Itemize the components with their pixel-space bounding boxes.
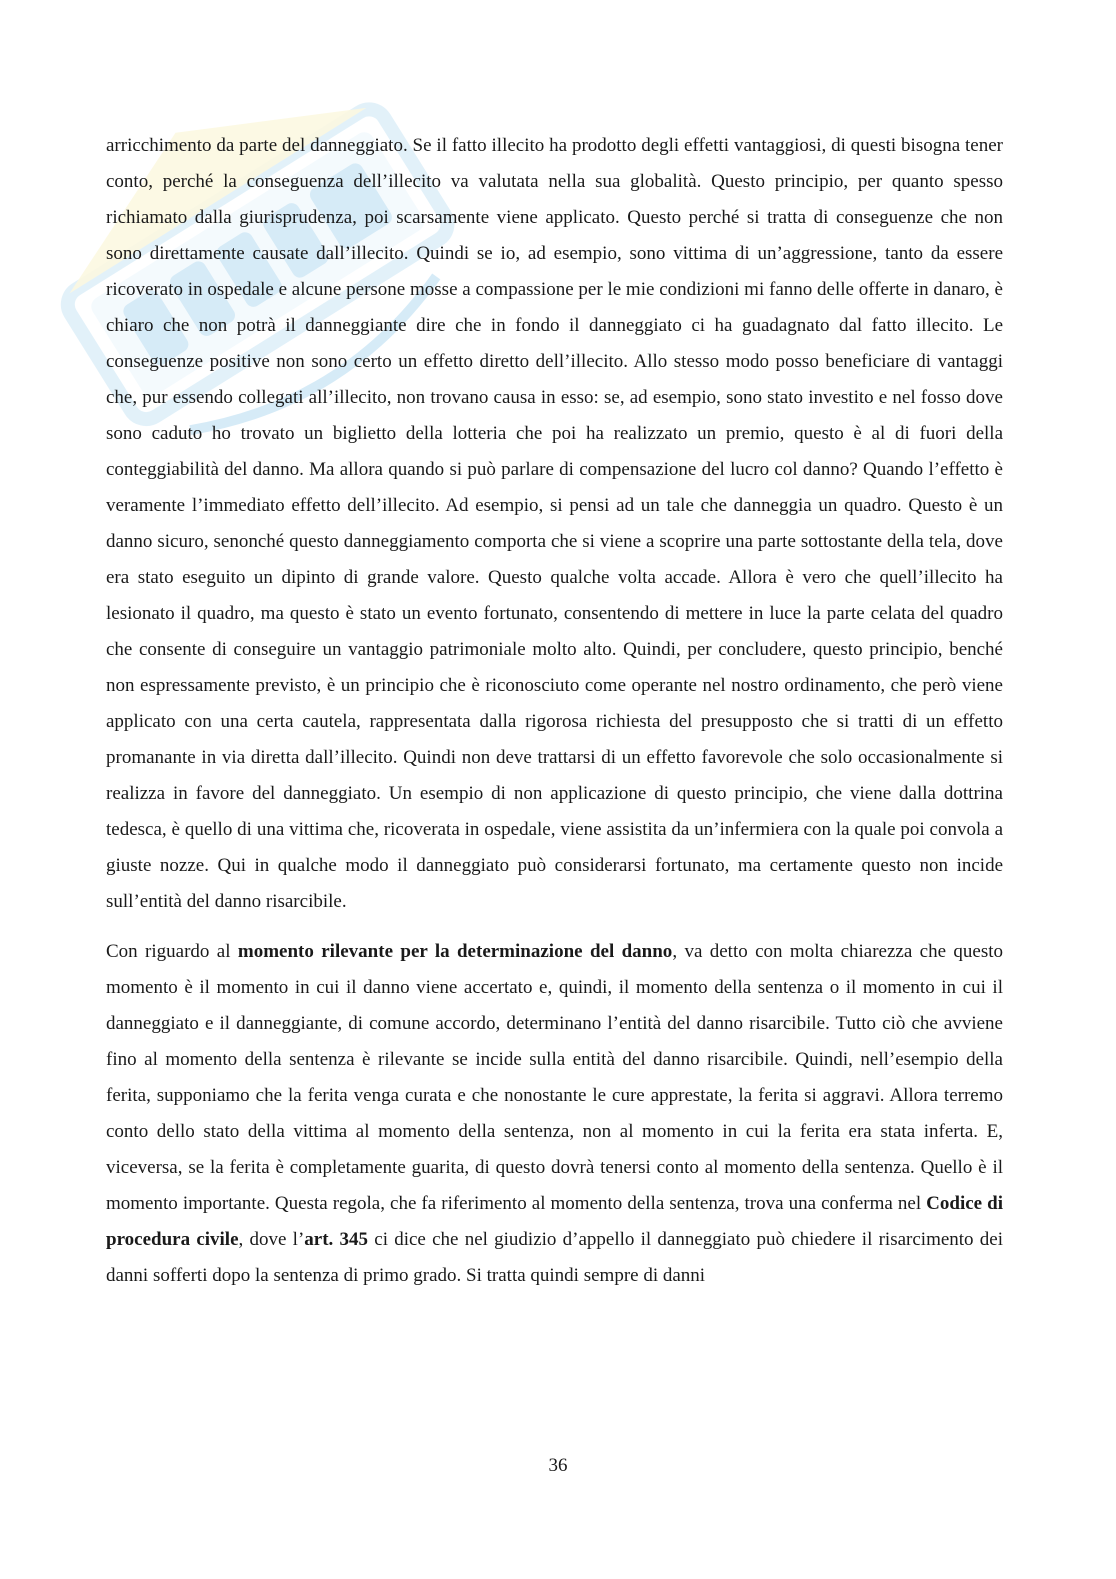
text-run: , dove l’ bbox=[238, 1229, 305, 1250]
text-run: arricchimento da parte del danneggiato. Se il fatto illecito ha prodotto degli effetti vantaggiosi, di questi bisogna tener conto, perché la conseguenza dell’illecito va valutata nella sua globalità. Questo principio, per quanto spesso richiamato dalla giurisprudenza, poi scarsamente viene applicato. Questo perché si tratta di conseguenze che non sono direttamente causate dall’illecito. Quindi se io, ad esempio, sono vittima di un’aggressione, tanto da essere ricoverato in ospedale e alcune persone mosse a compassione per le mie condizioni mi fanno delle offerte in danaro, è chiaro che non potrà il danneggiante dire che in fondo il danneggiato ci ha guadagnato dal fatto illecito. Le conseguenze positive non sono certo un effetto diretto dell’illecito. Allo stesso modo posso beneficiare di vantaggi che, pur essendo collegati all’illecito, non trovano causa in esso: se, ad esempio, sono stato investito e nel fosso dove sono caduto ho trovato un biglietto della lotteria che poi ha realizzato un premio, questo è al di fuori della conteggiabilità del danno. Ma allora quando si può parlare di compensazione del lucro col danno? Quando l’effetto è veramente l’immediato effetto dell’illecito. Ad esempio, si pensi ad un tale che danneggia un quadro. Questo è un danno sicuro, senonché questo danneggiamento comporta che si viene a scoprire una parte sottostante della tela, dove era stato eseguito un dipinto di grande valore. Questo qualche volta accade. Allora è vero che quell’illecito ha lesionato il quadro, ma questo è stato un evento fortunato, consentendo di mettere in luce la parte celata del quadro che consente di conseguire un vantaggio patrimoniale molto alto. Quindi, per concludere, questo principio, benché non espressamente previsto, è un principio che è riconosciuto come operante nel nostro ordinamento, che però viene applicato con una certa cautela, rappresentata dalla rigorosa richiesta del presupposto che si tratti di un effetto promanante in via diretta dall’illecito. Quindi non deve trattarsi di un effetto favorevole che solo occasionalmente si realizza in favore del danneggiato. Un esempio di non applicazione di questo principio, che viene dalla dottrina tedesca, è quello di una vittima che, ricoverata in ospedale, viene assistita da un’infermiera con la quale poi convola a giuste nozze. Qui in qualche modo il danneggiato può considerarsi fortunato, ma certamente questo non incide sull’entità del danno risarcibile. bbox=[106, 135, 1003, 912]
bold-term: Codice di procedura civile bbox=[106, 1193, 1003, 1250]
text-run: Con riguardo al bbox=[106, 941, 238, 962]
text-run: ci dice che nel giudizio d’appello il danneggiato può chiedere il risarcimento dei danni sofferti dopo la sentenza di primo grado. Si tratta quindi sempre di danni bbox=[106, 1229, 1003, 1286]
document-body bbox=[106, 128, 1003, 1294]
paragraph-2 bbox=[106, 934, 1003, 1294]
page-number: 36 bbox=[548, 1455, 568, 1476]
bold-term: art. 345 bbox=[304, 1229, 369, 1250]
paragraph-1 bbox=[106, 128, 1003, 920]
text-run: , va detto con molta chiarezza che questo momento è il momento in cui il danno viene accertato e, quindi, il momento della sentenza o il momento in cui il danneggiato e il danneggiante, di comune accordo, determinano l’entità del danno risarcibile. Tutto ciò che avviene fino al momento della sentenza è rilevante se incide sulla entità del danno risarcibile. Quindi, nell’esempio della ferita, supponiamo che la ferita venga curata e che nonostante le cure apprestate, la ferita si aggravi. Allora terremo conto dello stato della vittima al momento della sentenza, non al momento in cui la ferita era stata inferta. E, viceversa, se la ferita è completamente guarita, di questo dovrà tenersi conto al momento della sentenza. Quello è il momento importante. Questa regola, che fa riferimento al momento della sentenza, trova una conferma nel bbox=[106, 941, 1003, 1214]
bold-term: momento rilevante per la determinazione del danno bbox=[237, 941, 673, 962]
